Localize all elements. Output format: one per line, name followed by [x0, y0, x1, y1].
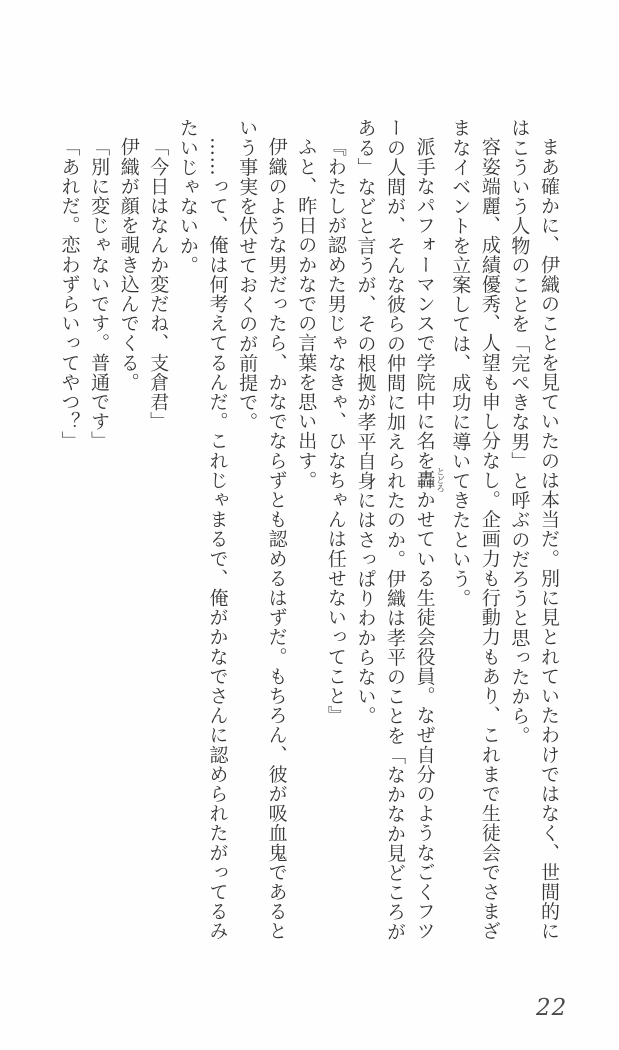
paragraph: 「今日はなんか変だね、支倉君」 — [147, 137, 170, 431]
paragraph: 伊織のような男だったら、かなでならずとも認めるはずだ。もちろん、彼が吸血鬼であるという事実を伏せておくのが前提で。 — [236, 118, 288, 941]
furigana-ruby: 轟 とどろ — [413, 467, 445, 493]
paragraph: 派手なパフォーマンスで学院中に名を轟 とどろかせている生徒会役員。なぜ自分のようなごくフツーの人間が、そんな彼らの仲間に加えられたのか。伊織は孝平のことを「なかなか見どころがある」などと言うが、その根拠が孝平自身にはさっぱりわからない。 — [354, 118, 445, 942]
paragraph: まあ確かに、伊織のことを見ていたのは本当だ。別に見とれていたわけではなく、世間的にはこういう人物のことを「完ぺきな男」と呼ぶのだろうと思ったから。 — [508, 118, 560, 941]
page-number: 22 — [536, 995, 568, 1021]
paragraph: 伊織が顔を覗き込んでくる。 — [117, 137, 140, 392]
paragraph: ふと、昨日のかなでの言葉を思い出す。 — [295, 137, 318, 490]
paragraph: 容姿端麗、成績優秀、人望も申し分なし。企画力も行動力もあり、これまで生徒会でさまざまなイベントを立案しては、成功に導いてきたという。 — [449, 118, 501, 941]
text-block — [57, 118, 563, 944]
paragraph: ……って、俺は何考えてるんだ。これじゃまるで、俺がかなでさんに認められたがってるみたいじゃないか。 — [176, 118, 229, 941]
paragraph: 「あれだ。恋わずらいってやつ？」 — [58, 137, 81, 451]
paragraph: 『わたしが認めた男じゃなきゃ、ひなちゃんは任せないってこと』 — [324, 137, 347, 725]
paragraph: 「別に変じゃないです。普通です」 — [88, 137, 111, 451]
